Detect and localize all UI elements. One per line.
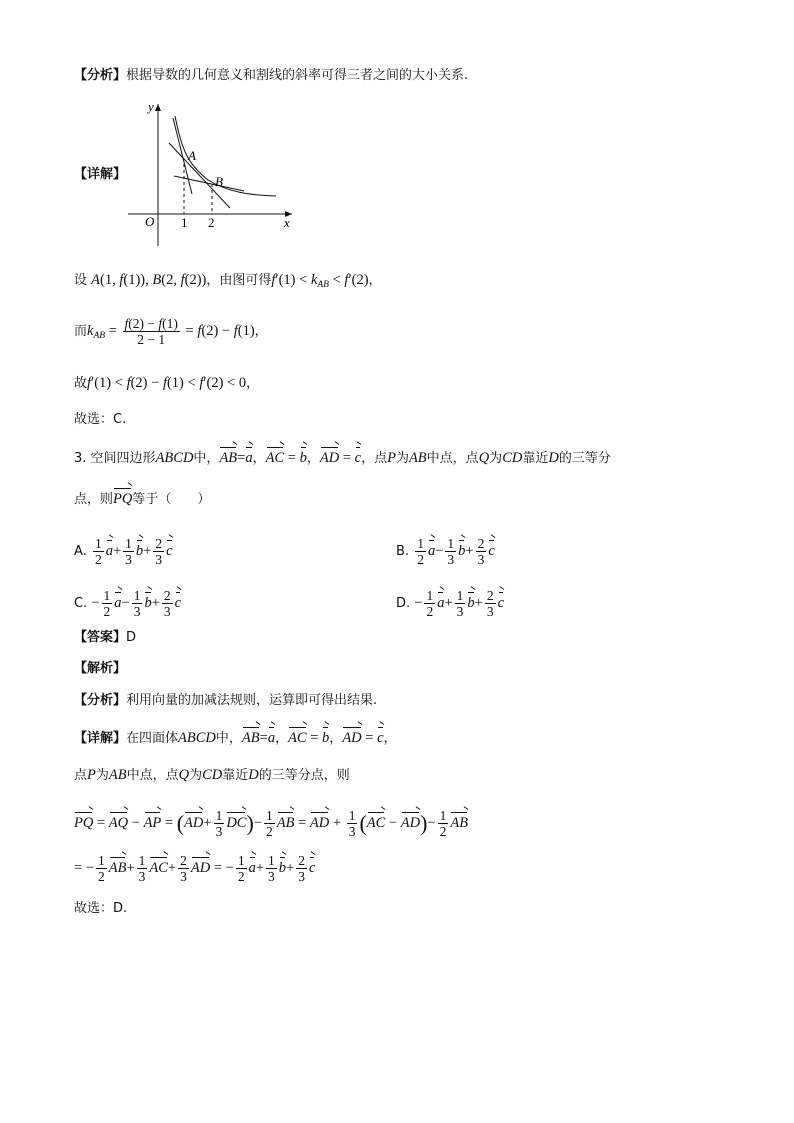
p2-line2: 而$k_{AB}$ = $\frac{f(2) - f(1)}{2 - 1}$ = f(2) − f(1)， (74, 316, 268, 347)
q3-text: 空间四边形 (90, 451, 156, 466)
q3-stem-line2: 点，则PQ等于（ ） (74, 491, 211, 507)
detail-text: 在四面体 (126, 731, 179, 746)
answer-tag: 【答案】 (74, 630, 127, 645)
analysis-text: 利用向量的加减法规则，运算即可得出结果. (126, 693, 378, 708)
answer-value: D (126, 630, 137, 645)
q3-text: 为 (395, 451, 409, 466)
tick-2-label: 2 (208, 215, 215, 230)
option-d[interactable]: D. − $\frac{1}{2}$ a+ $\frac{1}{3}$ b+ $\frac{2}{3}$ c (396, 588, 505, 619)
line3-end: ， (246, 376, 260, 391)
line1-mid: ，由图可得 (206, 273, 272, 288)
detail-sep: ， (329, 731, 343, 746)
option-a[interactable]: A. $\frac{1}{2}$ a+ $\frac{1}{3}$ b+ $\frac{2}{3}$ c (74, 536, 173, 567)
q3-text: 中， (193, 451, 220, 466)
q3-sep: ， (306, 451, 320, 466)
q3-abcd: ABCD (155, 450, 194, 466)
detail-p: P (87, 767, 96, 783)
jiexi-line (74, 660, 126, 678)
option-d-label: D. (396, 596, 411, 611)
detail-text: 中， (215, 731, 242, 746)
math: A (91, 272, 101, 288)
detail-line2 (74, 766, 350, 785)
point-b-label: B (215, 174, 223, 189)
detail-line1: 【详解】在四面体ABCD中，AB=a，AC = b，AD = c， (74, 730, 397, 746)
p2-line1: 设 A(1, f(1)), B(2, f(2))，由图可得$f'(1) < k_{AB} < f'(2)$， (74, 272, 382, 290)
p2-detail-tag (74, 166, 126, 184)
detail-abcd: ABCD (178, 730, 216, 746)
point-a-label: A (188, 148, 196, 163)
derivation-line1: PQ = AQ − AP = (AD+ $\frac{1}{3}$ DC)− $\frac{1}{2}$ AB = AD + $\frac{1}{3}$ (AC − AD)− $\frac{1}{2}$ AB (74, 808, 469, 839)
p2-choose: 故选：C. (74, 412, 127, 427)
option-c-label: C. (74, 596, 88, 611)
q3-text: 中点，点 (426, 451, 479, 466)
q3-text: 靠近 (522, 451, 549, 466)
option-b[interactable]: B. $\frac{1}{2}$ a− $\frac{1}{3}$ b+ $\frac{2}{3}$ c (396, 536, 495, 567)
analysis-line (74, 692, 377, 710)
derivation-line2: = − $\frac{1}{2}$ AB+ $\frac{1}{3}$ AC+ $\frac{2}{3}$ AD = − $\frac{1}{2}$ a+ $\frac{1}{3}$ b+ $\frac{2}{3}$ c (74, 853, 316, 884)
analysis-text: 根据导数的几何意义和割线的斜率可得三者之间的大小关系. (126, 68, 469, 83)
line1-prefix: 设 (74, 273, 88, 288)
analysis-tag: 【分析】 (74, 68, 127, 83)
q3-text: 的三等分 (558, 451, 611, 466)
detail-text: 为 (95, 768, 109, 783)
detail-sep: ， (275, 731, 289, 746)
x-axis-label: x (284, 215, 290, 230)
detail-tag: 【详解】 (74, 167, 127, 182)
detail-tag: 【详解】 (74, 731, 127, 746)
line3-prefix: 故 (74, 376, 88, 391)
line1-end: ， (368, 273, 382, 288)
derivative-graph (126, 96, 298, 248)
q3-text: 点，则 (74, 492, 114, 507)
q3-sep: ， (252, 451, 266, 466)
detail-text: 的三等分点，则 (258, 768, 350, 783)
detail-q: Q (178, 767, 190, 783)
q3-d: D (548, 450, 559, 466)
q3-cd: CD (502, 450, 523, 466)
detail-text: 靠近 (222, 768, 249, 783)
tick-1-label: 1 (181, 215, 188, 230)
q3-text: 为 (489, 451, 503, 466)
q3-stem-line1: 3. 空间四边形ABCD中，AB=a，AC = b，AD = c，点P为AB中点，点Q为CD靠近D的三等分 (74, 450, 611, 466)
p2-line3: 故f′(1) < f(2) − f(1) < f′(2) < 0， (74, 375, 260, 391)
detail-sep: ， (383, 731, 397, 746)
line2-end: ， (254, 324, 268, 339)
p2-analysis-line (74, 67, 468, 85)
option-b-label: B. (396, 544, 410, 559)
detail-text: 中点，点 (126, 768, 179, 783)
y-axis-label: y (148, 99, 154, 114)
answer-line (74, 629, 136, 647)
q3-q: Q (478, 450, 490, 466)
q3-ab: AB (408, 450, 427, 466)
option-c[interactable]: C. − $\frac{1}{2}$ a− $\frac{1}{3}$ b+ $\frac{2}{3}$ c (74, 588, 182, 619)
question-number: 3. (74, 451, 87, 466)
q3-text: ，点 (361, 451, 388, 466)
q3-text: 等于（ ） (132, 492, 211, 507)
q3-p: P (387, 450, 396, 466)
detail-cd: CD (202, 767, 223, 783)
detail-text: 点 (74, 768, 88, 783)
final-choose: 故选：D. (74, 901, 128, 916)
detail-ab: AB (108, 767, 127, 783)
analysis-tag: 【分析】 (74, 693, 127, 708)
detail-text: 为 (189, 768, 203, 783)
detail-d: D (248, 767, 259, 783)
origin-label: O (145, 214, 155, 229)
line2-prefix: 而 (74, 324, 88, 339)
option-a-label: A. (74, 544, 87, 559)
jiexi-tag: 【解析】 (74, 661, 127, 676)
